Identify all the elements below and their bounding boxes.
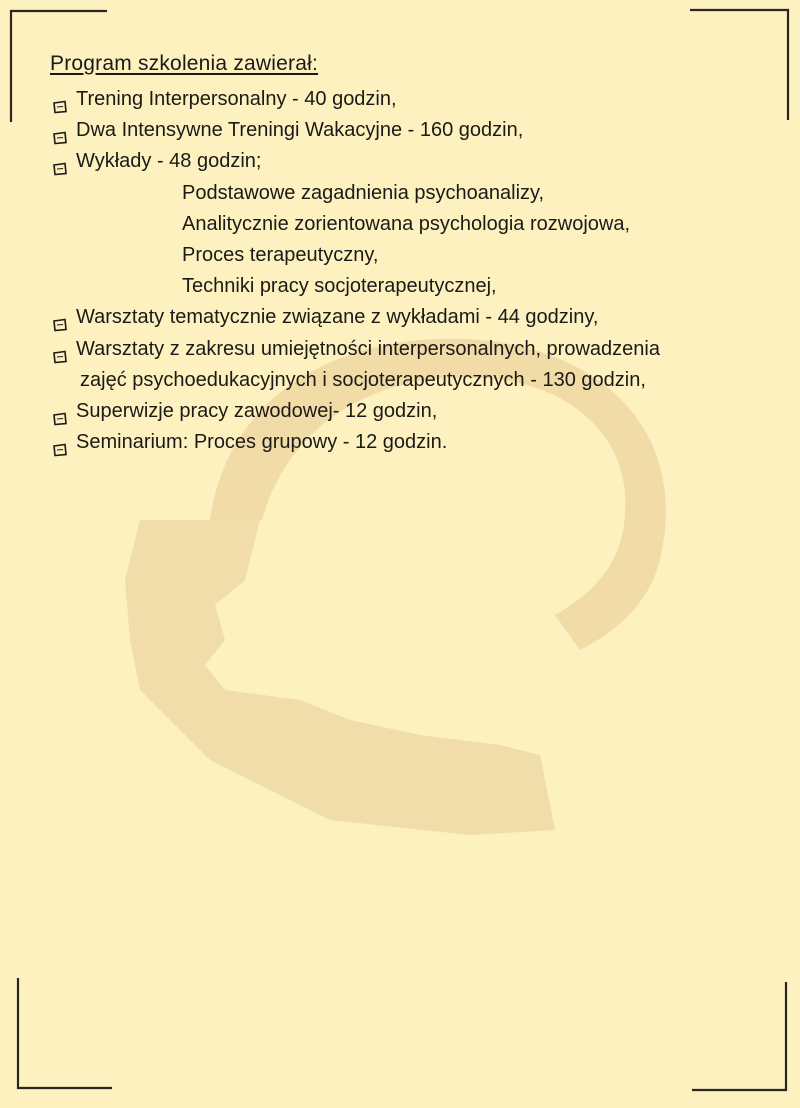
list-subitem	[52, 178, 772, 209]
corner-bracket-bottom-right	[680, 970, 800, 1108]
list-item-text: Warsztaty z zakresu umiejętności interpersonalnych, prowadzenia	[76, 337, 660, 360]
list-item-text: Techniki pracy socjoterapeutycznej,	[182, 275, 497, 298]
list-item	[52, 146, 772, 177]
list-item	[52, 84, 772, 115]
list-item	[52, 396, 772, 427]
watermark-face-profile	[125, 520, 555, 835]
hollow-square-bullet-icon	[52, 436, 68, 450]
list-subitem	[52, 209, 772, 240]
list-item-text: Dwa Intensywne Treningi Wakacyjne - 160 godzin,	[76, 119, 524, 142]
list-item-text: Warsztaty tematycznie związane z wykładami - 44 godziny,	[76, 306, 599, 329]
list-item-text: Podstawowe zagadnienia psychoanalizy,	[182, 181, 545, 204]
list-subitem	[52, 240, 772, 271]
hollow-square-bullet-icon	[52, 155, 68, 169]
list-item-text: Superwizje pracy zawodowej- 12 godzin,	[76, 399, 438, 422]
list-subitem	[52, 271, 772, 302]
hollow-square-bullet-icon	[52, 343, 68, 357]
list-item-text: Proces terapeutyczny,	[182, 243, 379, 266]
corner-bracket-bottom-left	[0, 970, 120, 1108]
hollow-square-bullet-icon	[52, 311, 68, 325]
program-list	[52, 84, 772, 458]
section-title: Program szkolenia zawierał:	[50, 52, 319, 75]
list-item	[52, 334, 772, 365]
list-item-text: Analitycznie zorientowana psychologia rozwojowa,	[182, 212, 631, 235]
list-item-text: Trening Interpersonalny - 40 godzin,	[76, 88, 397, 110]
list-item	[52, 115, 772, 146]
hollow-square-bullet-icon	[52, 93, 68, 107]
list-item-text: zajęć psychoedukacyjnych i socjoterapeutycznych - 130 godzin,	[80, 368, 646, 391]
list-item-continuation	[52, 365, 772, 396]
hollow-square-bullet-icon	[52, 124, 68, 138]
list-item	[52, 302, 772, 333]
list-item	[52, 427, 772, 458]
hollow-square-bullet-icon	[52, 405, 68, 419]
list-item-text: Wykłady - 48 godzin;	[76, 150, 262, 173]
list-item-text: Seminarium: Proces grupowy - 12 godzin.	[76, 431, 448, 454]
